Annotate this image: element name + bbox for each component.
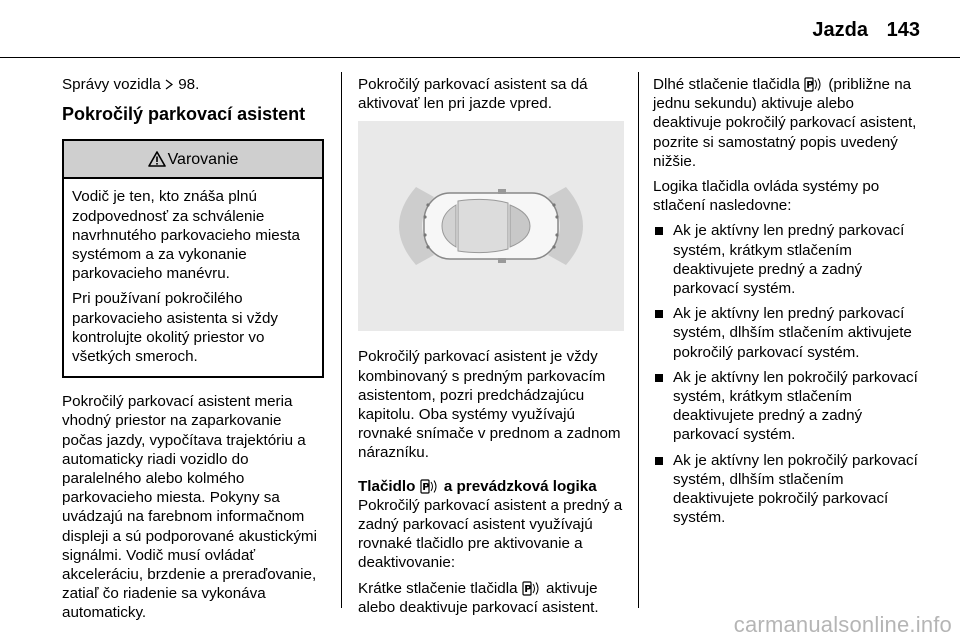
list-item-text: Ak je aktívny len pokročilý parkovací systém, krátkym stlačením deaktivujete predný a zadný parkovací systém. bbox=[673, 368, 918, 444]
list-item-text: Ak je aktívny len pokročilý parkovací systém, dlhším stlačením deaktivujete pokročilý parkovací systém. bbox=[673, 451, 918, 527]
column-divider-2 bbox=[638, 72, 639, 608]
subheading-prefix: Tlačidlo bbox=[358, 477, 416, 495]
subheading-suffix: a prevádzková logika bbox=[443, 477, 597, 495]
bullet-square-icon bbox=[655, 227, 663, 235]
column-1 bbox=[62, 75, 324, 629]
svg-text:P: P bbox=[523, 583, 532, 595]
warning-header bbox=[64, 141, 322, 179]
parking-button-icon bbox=[420, 479, 440, 494]
body-paragraph bbox=[653, 75, 921, 171]
list-item-text: Ak je aktívny len predný parkovací systém, dlhším stlačením aktivujete pokročilý parkovací systém. bbox=[673, 305, 912, 361]
section-heading: Pokročilý parkovací asistent bbox=[62, 104, 306, 125]
bullet-square-icon bbox=[655, 457, 663, 465]
intro-text: Správy vozidla bbox=[62, 76, 161, 93]
column-divider-1 bbox=[341, 72, 342, 608]
body-paragraph: Logika tlačidla ovláda systémy po stlačení nasledovne: bbox=[653, 178, 880, 215]
list-item bbox=[653, 304, 921, 362]
chapter-title: Jazda bbox=[812, 19, 868, 41]
warning-triangle-icon bbox=[148, 151, 166, 167]
warning-paragraph: Vodič je ten, kto znáša plnú zodpovednosť za schválenie navrhnutého parkovacieho miesta systémom a za vykonanie parkovacieho manévru. bbox=[72, 188, 300, 283]
body-paragraph: Pokročilý parkovací asistent sa dá aktivovať len pri jazde vpred. bbox=[358, 76, 588, 113]
warning-title: Varovanie bbox=[167, 150, 239, 168]
page-header bbox=[0, 0, 960, 60]
body-paragraph: Pokročilý parkovací asistent je vždy kombinovaný s predným parkovacím asistentom, pozri predchádzajúcu kapitolu. Oba systémy využívajú rovnaké snímače v prednom a zadnom nárazníku. bbox=[358, 348, 621, 462]
parking-button-icon bbox=[522, 581, 542, 596]
car-top-view-icon bbox=[423, 189, 558, 263]
bullet-square-icon bbox=[655, 374, 663, 382]
parking-sensor-illustration bbox=[358, 121, 624, 331]
watermark: carmanualsonline.info bbox=[733, 612, 952, 637]
text-suffix: aktivuje alebo deaktivuje parkovací asistent. bbox=[358, 579, 599, 616]
list-item bbox=[653, 368, 921, 445]
svg-text:P: P bbox=[806, 80, 814, 91]
warning-body bbox=[64, 179, 322, 376]
list-item bbox=[653, 221, 921, 298]
body-paragraph bbox=[358, 579, 624, 617]
column-2 bbox=[358, 75, 624, 623]
body-paragraph: Pokročilý parkovací asistent a predný a zadný parkovací asistent využívajú rovnaké tlačidlo pre aktivovanie a deaktivovanie: bbox=[358, 496, 623, 572]
body-paragraph: Pokročilý parkovací asistent meria vhodný priestor na zaparkovanie počas jazdy, vypočítava trajektóriu a automaticky riadi vozidlo do paralelného alebo kolmého parkovacieho miesta. Pokyny sa uvádzajú na farebnom informačnom displeji a sú podporované akustickými signálmi. Vodič musí ovládať akceleráciu, brzdenie a preraďovanie, zatiaľ čo riadenie sa vykonáva automaticky. bbox=[62, 393, 317, 622]
subheading bbox=[358, 477, 624, 496]
page-number: 143 bbox=[886, 19, 920, 41]
reference-arrow-icon[interactable] bbox=[165, 76, 174, 93]
text-prefix: Krátke stlačenie tlačidla bbox=[358, 579, 518, 597]
parking-button-icon bbox=[804, 77, 824, 92]
header-divider bbox=[0, 57, 960, 58]
warning-paragraph: Pri používaní pokročilého parkovacieho asistenta si vždy kontrolujte okolitý priestor vo všetkých smeroch. bbox=[72, 290, 278, 366]
reference-page[interactable]: 98. bbox=[178, 76, 200, 93]
svg-text:P: P bbox=[421, 481, 430, 493]
list-item-text: Ak je aktívny len predný parkovací systém, krátkym stlačením deaktivujete predný a zadný parkovací systém. bbox=[673, 222, 905, 298]
text-prefix: Dlhé stlačenie tlačidla bbox=[653, 76, 800, 93]
bullet-square-icon bbox=[655, 310, 663, 318]
intro-reference bbox=[62, 75, 324, 94]
text-suffix: (približne na jednu sekundu) aktivuje alebo deaktivuje pokročilý parkovací asistent, pozrite si samostatný popis uvedený nižšie. bbox=[653, 76, 917, 170]
list-item bbox=[653, 451, 921, 528]
bullet-list bbox=[653, 221, 921, 527]
column-3 bbox=[653, 75, 921, 533]
warning-box bbox=[62, 139, 324, 378]
